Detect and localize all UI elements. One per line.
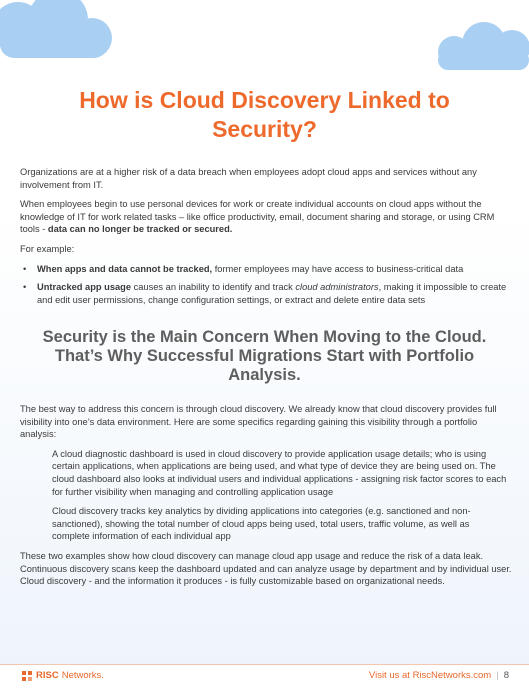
logo-wordmark: RISC xyxy=(36,670,59,681)
body-paragraph: The best way to address this concern is through cloud discovery. We already know that cloud discovery provides full visibility into one’s data environment. Here are some specifics regarding gaining this visibility through a portfolio analysis: xyxy=(20,404,497,440)
footer-visit xyxy=(369,670,509,681)
footer-separator: | xyxy=(496,670,499,681)
risc-logo[interactable] xyxy=(22,670,104,681)
page-title: How is Cloud Discovery Linked to Security? xyxy=(79,87,450,142)
body-section xyxy=(20,403,512,595)
list-item: • Untracked app usage causes an inability to identify and track cloud administrators, making it impossible to create and edit user permissions, change configuration settings, or extract and delete entire data sets xyxy=(23,282,507,305)
website-link[interactable]: Visit us at RiscNetworks.com xyxy=(368,670,492,681)
page-number: 8 xyxy=(503,670,509,681)
example-list xyxy=(20,263,512,307)
list-item: • When apps and data cannot be tracked, former employees may have access to business-critical data xyxy=(23,263,464,274)
bullet-dot: • xyxy=(23,282,27,293)
bullet-dot: • xyxy=(23,263,27,274)
intro-paragraph: Organizations are at a higher risk of a data breach when employees adopt cloud apps and services without any involvement from IT. xyxy=(20,167,477,190)
cloud-icon-left xyxy=(0,0,120,72)
emphasis-text: data can no longer be tracked or secured. xyxy=(47,224,233,235)
for-example-label: For example: xyxy=(20,243,75,254)
indented-paragraph: Cloud discovery tracks key analytics by dividing applications into categories (e.g. sanctioned and non-sanctioned), showing the total number of cloud apps being used, total users, traffic volume, as well as complete information of each individual app xyxy=(52,506,471,542)
body-paragraph: These two examples show how cloud discovery can manage cloud app usage and reduce the risk of a data leak. Continuous discovery scans keep the dashboard updated and can analyze usage by department and by individual user. Cloud discovery - and the information it produces - is fully customizable based on organizational needs. xyxy=(20,550,512,587)
section-subheading: Security is the Main Concern When Moving to the Cloud. That’s Why Successful Migrations Start with Portfolio Analysis. xyxy=(42,328,487,384)
page-footer xyxy=(0,664,529,688)
intro-paragraph-2: When employees begin to use personal devices for work or create individual accounts on cloud apps without the knowledge of IT for work related tasks – like office productivity, email, document sharing and storage, or using CRM tools - data can no longer be tracked or secured. xyxy=(20,199,495,235)
risc-logo-icon xyxy=(22,671,32,681)
indented-paragraph: A cloud diagnostic dashboard is used in cloud discovery to provide application usage details; who is using certain applications, when applications are being used, and what type of device they are being used on. The cloud dashboard also looks at individual users and individual applications - assigning risk factor scores to each for further visibility when managing and controlling application usage xyxy=(52,448,507,497)
cloud-icon-right xyxy=(430,20,529,72)
logo-wordmark-sub: Networks. xyxy=(61,670,104,681)
intro-section xyxy=(20,166,512,312)
